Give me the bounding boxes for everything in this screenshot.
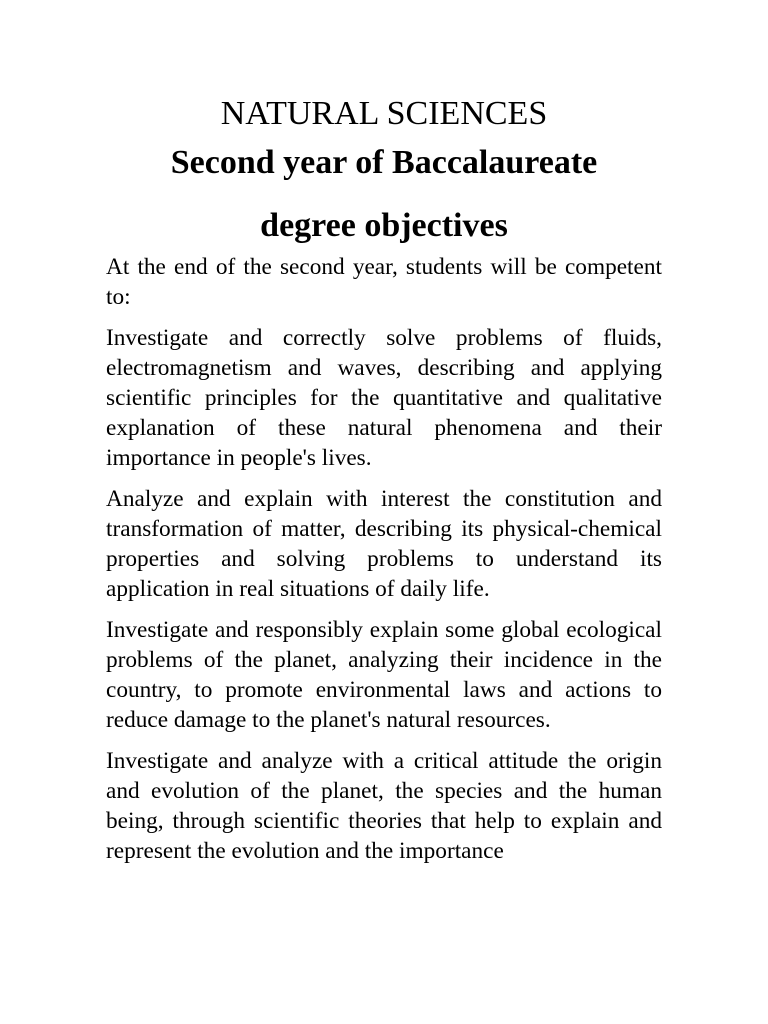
document-subtitle: Second year of Baccalaureate [170,144,598,181]
objective-paragraph-physics: Investigate and correctly solve problems of fluids, electromagnetism and waves, describing and applying scientific principles for the quantitative and qualitative explanation of these natural phenomena and their importance in people's lives. [106,325,662,471]
body-text [106,252,662,877]
objective-paragraph-ecology: Investigate and responsibly explain some global ecological problems of the planet, analyzing their incidence in the country, to promote environmental laws and actions to reduce damage to the planet's natural resources. [106,617,662,733]
section-heading: degree objectives [260,207,508,244]
intro-paragraph: At the end of the second year, students will be competent to: [106,254,662,310]
document-title: NATURAL SCIENCES [220,95,548,132]
objective-paragraph-evolution: Investigate and analyze with a critical attitude the origin and evolution of the planet, the species and the human being, through scientific theories that help to explain and represent the evolution and the importance [106,748,662,864]
objective-paragraph-chemistry: Analyze and explain with interest the constitution and transformation of matter, describing its physical-chemical properties and solving problems to understand its application in real situations of daily life. [106,486,662,602]
